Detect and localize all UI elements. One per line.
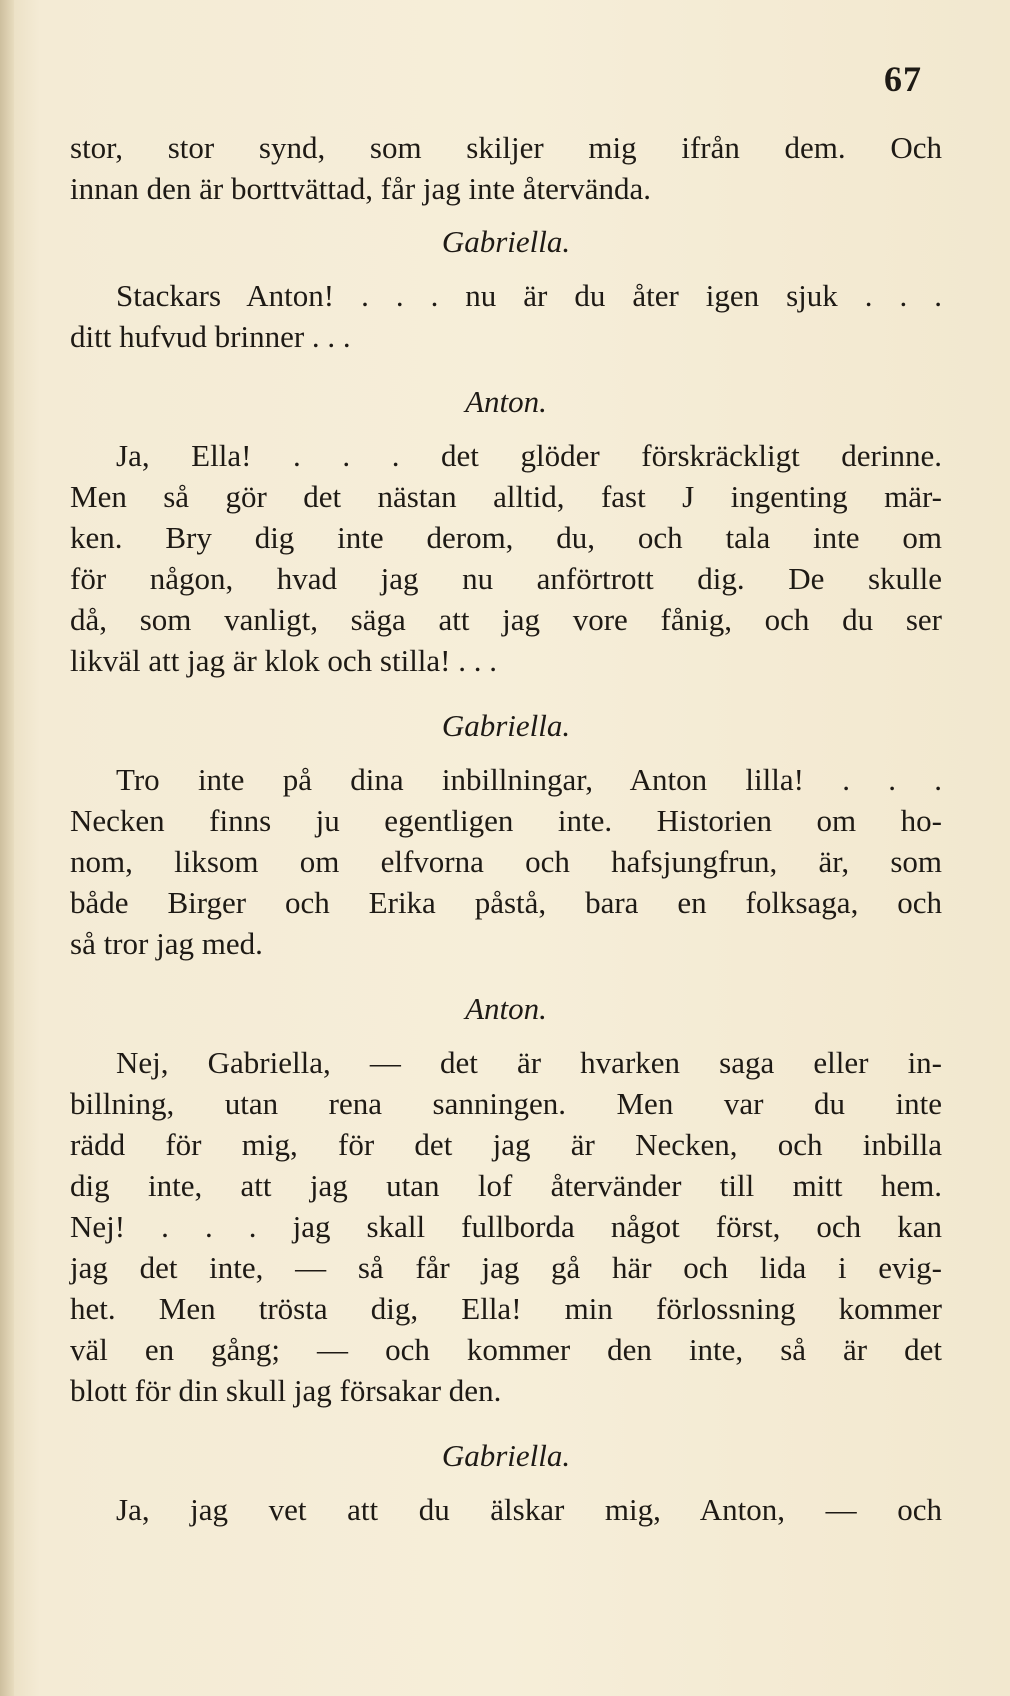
text-line: jag det inte, — så får jag gå här och lida i evig- <box>70 1250 942 1285</box>
speaker-heading: Anton. <box>465 384 547 419</box>
text-line: likväl att jag är klok och stilla! . . . <box>70 643 498 678</box>
page-number: 67 <box>884 59 922 99</box>
text-line: för någon, hvad jag nu anförtrott dig. De skulle <box>70 561 942 596</box>
text-line: Stackars Anton! . . . nu är du åter igen sjuk . . . <box>116 278 942 313</box>
page-gutter <box>0 0 14 1696</box>
text-line: blott för din skull jag försakar den. <box>70 1373 502 1408</box>
text-line: ditt hufvud brinner . . . <box>70 319 351 354</box>
text-line: dig inte, att jag utan lof återvänder till mitt hem. <box>70 1168 942 1203</box>
page-body <box>70 127 942 1530</box>
text-line: rädd för mig, för det jag är Necken, och inbilla <box>70 1127 942 1162</box>
dialogue-paragraph <box>70 275 942 357</box>
dialogue-paragraph <box>70 1489 942 1530</box>
text-line: både Birger och Erika påstå, bara en folksaga, och <box>70 885 942 920</box>
speaker-heading: Gabriella. <box>441 224 571 259</box>
dialogue-paragraph <box>70 759 942 964</box>
text-line: ken. Bry dig inte derom, du, och tala inte om <box>70 520 942 555</box>
text-line: nom, liksom om elfvorna och hafsjungfrun, är, som <box>70 844 942 879</box>
dialogue-paragraph <box>70 1042 942 1411</box>
text-line: så tror jag med. <box>70 926 263 961</box>
text-line: väl en gång; — och kommer den inte, så är det <box>70 1332 942 1367</box>
text-line: innan den är borttvättad, får jag inte återvända. <box>70 171 651 206</box>
text-line: då, som vanligt, säga att jag vore fånig, och du ser <box>70 602 942 637</box>
text-line: billning, utan rena sanningen. Men var du inte <box>70 1086 942 1121</box>
text-line: Nej! . . . jag skall fullborda något först, och kan <box>70 1209 942 1244</box>
text-line: stor, stor synd, som skiljer mig ifrån dem. Och <box>70 130 942 165</box>
speaker-heading: Anton. <box>465 991 547 1026</box>
text-line: Ja, jag vet att du älskar mig, Anton, — och <box>116 1492 942 1527</box>
text-line: Ja, Ella! . . . det glöder förskräckligt derinne. <box>116 438 942 473</box>
text-line: Nej, Gabriella, — det är hvarken saga eller in- <box>116 1045 942 1080</box>
dialogue-paragraph <box>70 127 942 209</box>
text-line: het. Men trösta dig, Ella! min förlossning kommer <box>70 1291 942 1326</box>
text-line: Men så gör det nästan alltid, fast J ingenting mär- <box>70 479 942 514</box>
dialogue-paragraph <box>70 435 942 681</box>
text-line: Tro inte på dina inbillningar, Anton lilla! . . . <box>116 762 942 797</box>
speaker-heading: Gabriella. <box>441 708 571 743</box>
speaker-heading: Gabriella. <box>441 1438 571 1473</box>
text-line: Necken finns ju egentligen inte. Historien om ho- <box>70 803 942 838</box>
